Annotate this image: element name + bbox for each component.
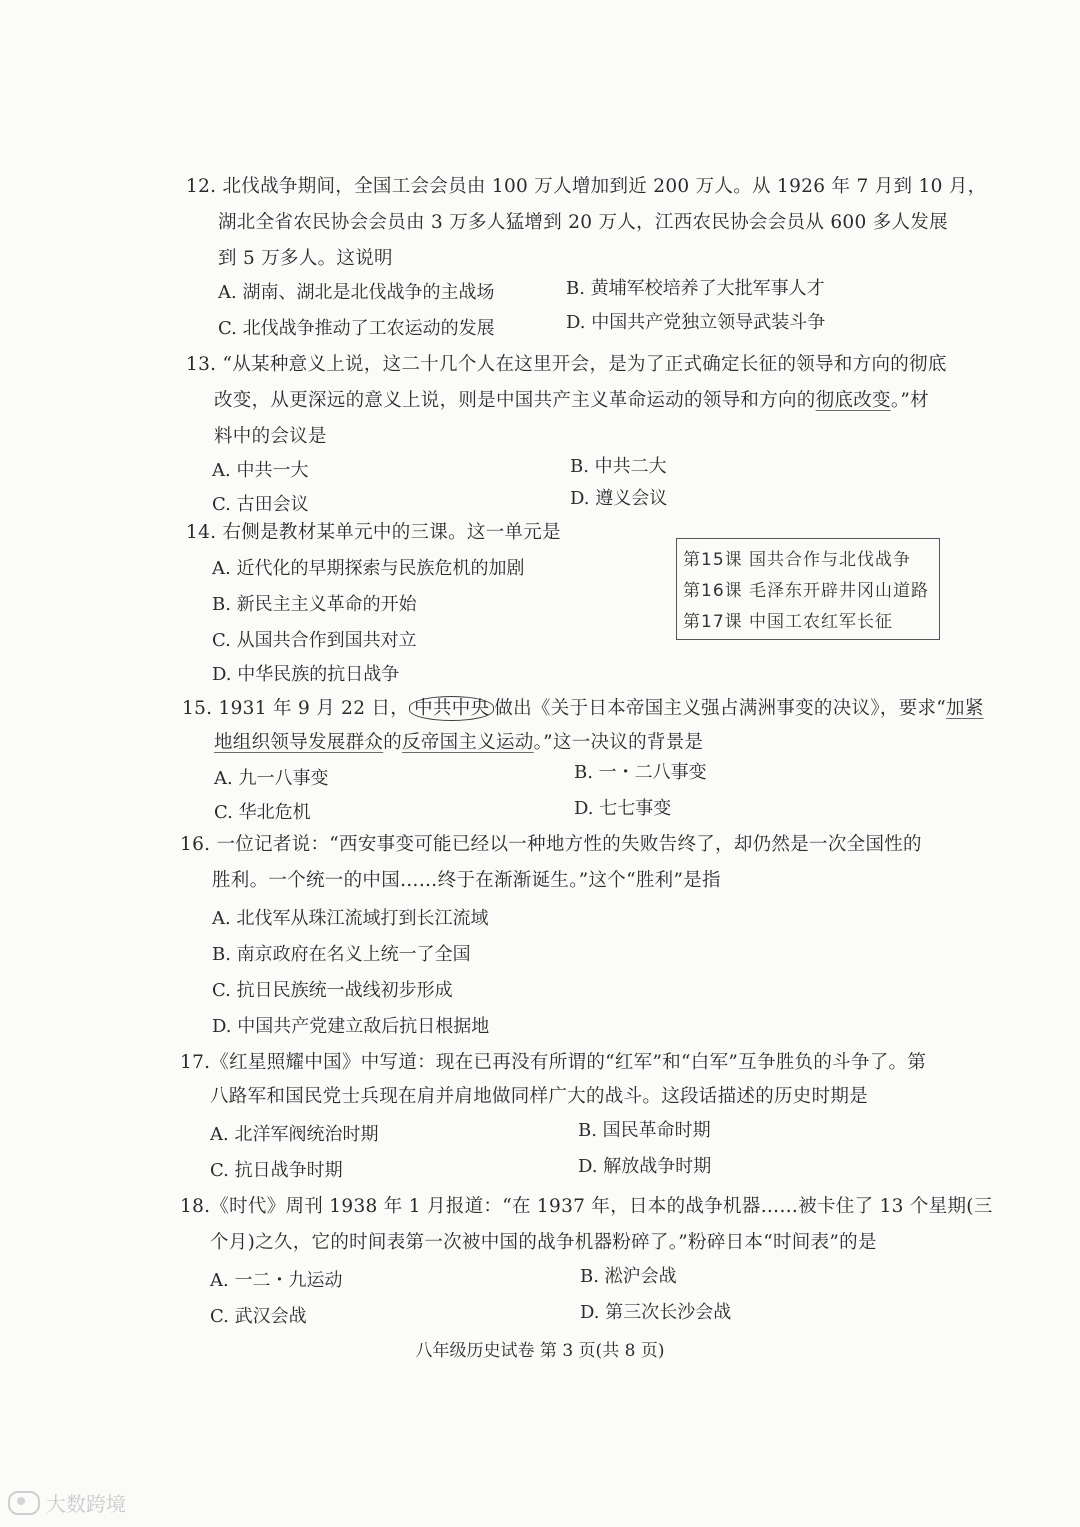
q15-underlined-3: 反帝国主义运动: [402, 732, 534, 753]
q18-option-a: A. 一二・九运动: [210, 1270, 343, 1291]
q13-line2-text: 改变，从更深远的意义上说，则是中国共产主义革命运动的领导和方向的: [214, 390, 816, 411]
q13-line3: 料中的会议是: [214, 426, 327, 447]
q14-option-d: D. 中华民族的抗日战争: [212, 664, 400, 685]
q15-option-c: C. 华北危机: [214, 802, 311, 823]
lesson-15: 第15课 国共合作与北伐战争: [683, 550, 912, 570]
q14-line1: 14. 右侧是教材某单元中的三课。这一单元是: [186, 522, 561, 543]
lesson-17: 第17课 中国工农红军长征: [683, 612, 894, 632]
q15-line1: [182, 696, 984, 722]
q15-underlined-2: 地组织领导发展群众: [214, 732, 384, 753]
q16-line1: 16. 一位记者说：“西安事变可能已经以一种地方性的失败告终了，却仍然是一次全国性的: [180, 834, 922, 855]
q15-circled-phrase: 中共中央: [409, 696, 494, 721]
q18-line1: 18.《时代》周刊 1938 年 1 月报道：“在 1937 年，日本的战争机器……被卡住了 13 个星期(三: [180, 1196, 993, 1217]
q12-option-b: B. 黄埔军校培养了大批军事人才: [566, 278, 825, 299]
q13-option-c: C. 古田会议: [212, 494, 309, 515]
q12-option-d: D. 中国共产党独立领导武装斗争: [566, 312, 826, 333]
q18-option-c: C. 武汉会战: [210, 1306, 307, 1327]
q13-underlined-phrase: 彻底改变: [815, 390, 891, 411]
q13-option-d: D. 遵义会议: [570, 488, 668, 509]
q17-option-a: A. 北洋军阀统治时期: [210, 1124, 379, 1145]
textbook-lessons-box: [676, 538, 940, 640]
q14-option-b: B. 新民主主义革命的开始: [212, 594, 417, 615]
q18-option-d: D. 第三次长沙会战: [580, 1302, 732, 1323]
q13-line1: 13. “从某种意义上说，这二十几个人在这里开会，是为了正式确定长征的领导和方向的彻底: [186, 354, 947, 375]
q16-line2: 胜利。一个统一的中国……终于在渐渐诞生。”这个“胜利”是指: [212, 870, 721, 891]
q13-option-b: B. 中共二大: [570, 456, 667, 477]
q15-option-a: A. 九一八事变: [214, 768, 329, 789]
q15-option-b: B. 一・二八事变: [574, 762, 707, 783]
q14-option-c: C. 从国共合作到国共对立: [212, 630, 417, 651]
q16-option-d: D. 中国共产党建立敌后抗日根据地: [212, 1016, 490, 1037]
q17-option-c: C. 抗日战争时期: [210, 1160, 343, 1181]
q17-option-b: B. 国民革命时期: [578, 1120, 711, 1141]
q13-line2: [214, 388, 929, 414]
q14-option-a: A. 近代化的早期探索与民族危机的加剧: [212, 558, 525, 579]
q15-line2: [214, 730, 703, 756]
q12-line3: 到 5 万多人。这说明: [218, 248, 393, 269]
q17-line1: 17.《红星照耀中国》中写道：现在已再没有所谓的“红军”和“白军”互争胜负的斗争了。第: [180, 1052, 927, 1073]
q17-line2: 八路军和国民党士兵现在肩并肩地做同样广大的战斗。这段话描述的历史时期是: [210, 1086, 869, 1107]
page-footer: 八年级历史试卷 第 3 页(共 8 页): [415, 1341, 665, 1361]
q12-option-c: C. 北伐战争推动了工农运动的发展: [218, 318, 495, 339]
lesson-16: 第16课 毛泽东开辟井冈山道路: [683, 581, 930, 601]
watermark-text: 大数跨境: [46, 1492, 126, 1516]
q16-option-b: B. 南京政府在名义上统一了全国: [212, 944, 471, 965]
q13-option-a: A. 中共一大: [212, 460, 309, 481]
q15-line2-mid: 的: [383, 732, 403, 753]
watermark-logo-icon: [8, 1491, 40, 1515]
q12-line2: 湖北全省农民协会会员由 3 万多人猛增到 20 万人，江西农民协会会员从 600 多人发展: [218, 212, 948, 233]
q18-line2: 个月)之久，它的时间表第一次被中国的战争机器粉碎了。”粉碎日本“时间表”的是: [210, 1232, 877, 1253]
q15-underlined-1: 加紧: [946, 698, 984, 719]
q15-line1-pre: 15. 1931 年 9 月 22 日，: [182, 698, 410, 719]
q13-line2-tail: 。”材: [890, 390, 929, 411]
watermark: [8, 1488, 126, 1517]
q16-option-a: A. 北伐军从珠江流域打到长江流域: [212, 908, 489, 929]
q12-line1: 12. 北伐战争期间，全国工会会员由 100 万人增加到近 200 万人。从 1926 年 7 月到 10 月，: [186, 176, 987, 197]
q17-option-d: D. 解放战争时期: [578, 1156, 712, 1177]
q15-option-d: D. 七七事变: [574, 798, 672, 819]
q16-option-c: C. 抗日民族统一战线初步形成: [212, 980, 453, 1001]
q12-option-a: A. 湖南、湖北是北伐战争的主战场: [218, 282, 495, 303]
q18-option-b: B. 淞沪会战: [580, 1266, 677, 1287]
q15-line1-mid: 做出《关于日本帝国主义强占满洲事变的决议》，要求“: [494, 698, 947, 719]
q15-line2-tail: 。”这一决议的背景是: [533, 732, 704, 753]
